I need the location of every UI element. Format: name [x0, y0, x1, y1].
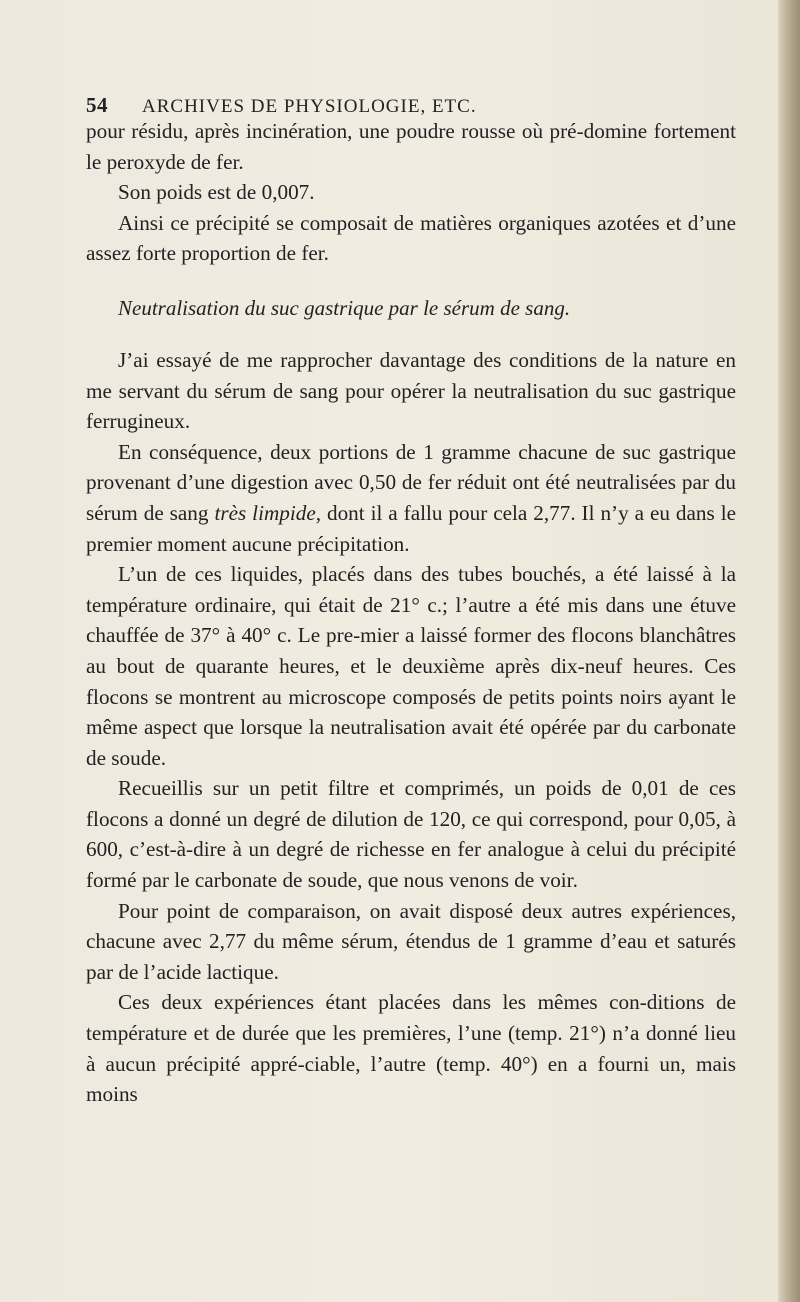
paragraph-8: Pour point de comparaison, on avait disposé deux autres expériences, chacune avec 2,77 du même sérum, étendus de 1 gramme d’eau et saturés par de l’acide lactique. [86, 898, 736, 984]
section-title: Neutralisation du suc gastrique par le sérum de sang. [118, 295, 571, 320]
running-header [86, 78, 736, 118]
paragraph-9: Ces deux expériences étant placées dans les mêmes con-ditions de température et de durée que les premières, l’une (temp. 21°) n’a donné lieu à aucun précipité appré-ciable, l’autre (temp. 40°) en a fourni un, mais moins [86, 990, 736, 1107]
paragraph-5 [86, 437, 736, 559]
paragraph-4: J’ai essayé de me rapprocher davantage des conditions de la nature en me servant du sérum de sang pour opérer la neutralisation du suc gastrique ferrugineux. [86, 347, 736, 434]
paragraph-6: L’un de ces liquides, placés dans des tubes bouchés, a été laissé à la température ordinaire, qui était de 21° c.; l’autre a été mis dans une étuve chauffée de 37° à 40° c. Le pre-mier a laissé former des flocons blanchâtres au bout de quarante heures, et le deuxième après dix-neuf heures. Ces flocons se montrent au microscope composés de petits points noirs ayant le même aspect que lorsque la neutralisation avait été opérée par du carbonate de soude. [86, 562, 736, 770]
paragraph-2: Son poids est de 0,007. [118, 180, 315, 205]
paragraph-1: pour résidu, après incinération, une poudre rousse où pré-domine fortement le peroxyde de fer. [86, 119, 736, 174]
paragraph-5-start: En conséquence, deux portions de 1 gramme chacune de suc gastrique provenant d’une digestion avec 0,50 de fer réduit ont été neutralisées par du sérum de sang [86, 439, 736, 525]
paragraph-5-emphasis: très limpide [214, 500, 316, 525]
paragraph-3: Ainsi ce précipité se composait de matières organiques azotées et d’une assez forte proportion de fer. [86, 210, 736, 266]
running-title: ARCHIVES DE PHYSIOLOGIE, ETC. [142, 96, 477, 117]
page-edge-shadow [778, 0, 800, 1302]
paragraph-7: Recueillis sur un petit filtre et comprimés, un poids de 0,01 de ces flocons a donné un degré de dilution de 120, ce qui correspond, pour 0,05, à 600, c’est-à-dire à un degré de richesse en fer analogue à celui du précipité formé par le carbonate de soude, que nous venons de voir. [86, 776, 736, 893]
page-body [86, 116, 736, 1110]
page-number: 54 [86, 93, 108, 117]
paragraph-5-end: , dont il a fallu pour cela 2,77. Il n’y a eu dans le premier moment aucune précipitation. [86, 500, 736, 556]
